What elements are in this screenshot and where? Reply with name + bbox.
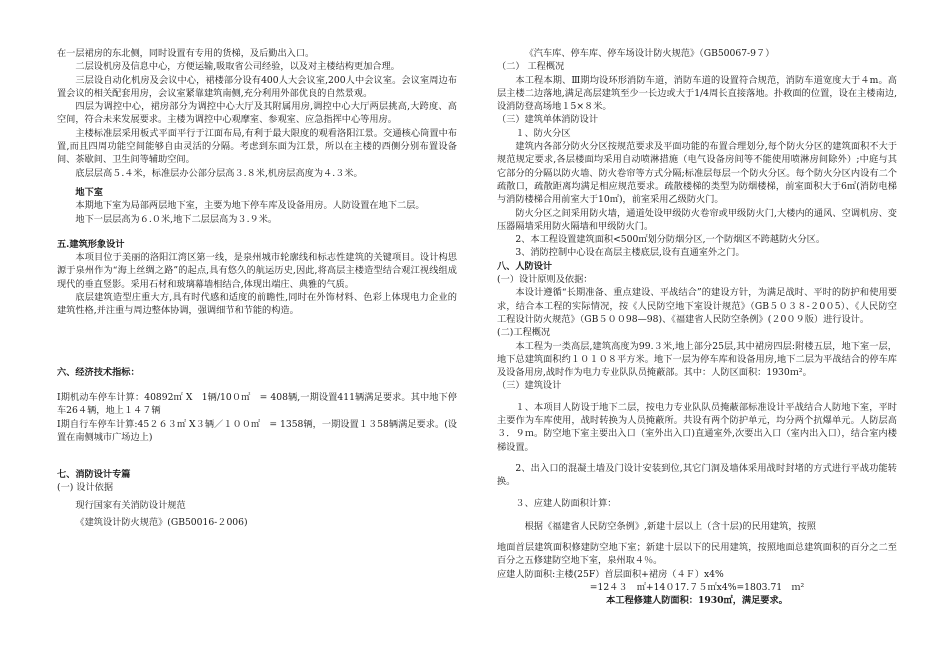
paragraph-architecture-form: 底层建筑造型庄重大方,具有时代感和适度的前瞻性,同时在外饰材料、色彩上体现电力企业的建筑性格,并注重与周边整体协调，强调细节和节能的构造。 [57, 292, 457, 317]
paragraph-floor-heights: 底层层高５.４米，标准层办公部分层高３.８米,机房层高度为４.３米。 [75, 167, 363, 179]
paragraph-regulation-basis: 根据《福建省人民防空条例》,新建十层以上（含十层)的民用建筑，按照 [524, 520, 816, 532]
item-area-calculation: ３、应建人防面积计算： [515, 497, 617, 509]
paragraph-basement-heights: 地下一层层高为６.０米,地下二层层高为３.９米。 [75, 213, 278, 225]
paragraph-third-floor: 三层设自动化机房及会议中心，裙楼部分设有400人大会议室,200人中会议室。会议室周边布置会议的相关配套用房，会议室紧靠建筑南侧,充分利用外部优良的自然景观。 [57, 74, 457, 99]
paragraph-fire-walls: 防火分区之间采用防火墙，通道处设甲级防火卷帘或甲级防火门,大楼内的通风、空调机房、变压器隔墙采用防火隔墙和甲级防火门。 [497, 207, 897, 232]
subsection-civil-defense-overview: (二)工程概况 [497, 327, 551, 339]
paragraph-smoke-zones: 2、本工程设置建筑面积<500㎡划分防烟分区,一个防烟区不跨越防火分区。 [515, 234, 826, 246]
code-garage-fire: 《汽车库、停车库、停车场设计防火规范》（GB50067-9７） [524, 48, 775, 59]
paragraph-basement: 本期地下室为局部两层地下室，主要为地下停车库及设备用房。人防设置在地下二层。 [75, 200, 425, 212]
paragraph-bicycle-parking: Ⅰ期自行车停车计算:45２６３㎡ Ⅹ３辆／１００㎡ = 1358辆，一期设置１３58辆满足要求。(设置在南侧城市广场边上) [57, 418, 457, 443]
formula-required-area: 应建人防面积:主楼(25F）首层面积+裙房（４Ｆ）x4% [497, 568, 724, 580]
right-column [497, 47, 897, 608]
paragraph-fire-lane: 本工程本期、Ⅲ期均设环形消防车道，消防车道的设置符合规范，消防车道宽度大于４m。高层主楼二边落地,满足高层建筑至少一长边或大于1/4周长直接落地。扑救面的位置，设在主楼南边,设消防登高场地１5×８米。 [497, 74, 897, 113]
paragraph-first-floor: 在一层裙房的东北侧，同时设置有专用的货梯，及后勤出入口。 [57, 48, 315, 59]
subsection-architectural-design: （三）建筑设计 [497, 380, 562, 392]
basement-heading: 地下室 [75, 186, 103, 198]
left-column [57, 47, 457, 529]
conclusion-built-area: 本工程修建人防面积：1930㎡，满足要求。 [606, 595, 788, 607]
paragraph-civil-defense-principles: 本设计遵循“长期准备、重点建设、平战结合”的建设方针，为满足战时、平时的防护和使用要求，结合本工程的实际情况，按《人民防空地下室设计规范》（GB５０３８-２0０5）、《人民防空工程设计防火规范》（GB５００98—98)、《福建省人民防空条例》(２0０９版）进行设计。 [497, 287, 897, 325]
subsection-building-fire-design: （三）建筑单体消防设计 [497, 114, 599, 126]
paragraph-area-ratio: 地面首层建筑面积修建防空地下室；新建十层以下的民用建筑，按照地面总建筑面积的百分之二至百分之五修建防空地下室，泉州取４％。 [497, 542, 897, 567]
paragraph-standard-floor: 主楼标准层采用板式平面平行于江面布局,有利于最大限度的观看洛阳江景。交通核心筒置中布置,而且四周功能空间能够自由灵活的分隔。考虑到东面为江景，所以在主楼的西侧分别布置设备间、茶歇间、卫生间等辅助空间。 [57, 127, 457, 166]
subsection-design-basis: (一) 设计依据 [57, 482, 114, 494]
section-8-heading: 八、人防设计 [497, 260, 553, 272]
subsection-project-overview: （二） 工程概况 [497, 61, 565, 73]
code-national-standards: 现行国家有关消防设计规范 [75, 499, 186, 511]
paragraph-architecture-image: 本项目位于美丽的洛阳江湾区第一线，是泉州城市轮廓线和标志性建筑的关键项目。设计构思源于泉州作为“海上丝绸之路”的起点,具有悠久的航运历史,因此,将高层主楼造型结合观江视线组成现代的垂直竖影。采用石材和玻璃幕墙相结合,体现出端庄、典雅的气质。 [57, 252, 457, 290]
subsection-civil-defense-principles: (一）设计原则及依据： [497, 274, 593, 286]
section-5-heading: 五.建筑形象设计 [57, 238, 125, 250]
item-civil-defense-basement: １、本项目人防设于地下二层，按电力专业队队员掩蔽部标准设计平战结合人防地下室，平时主要作为车库使用，战时转换为人员掩蔽所。共设有两个防护单元，均分两个抗爆单元。人防层高３．９ｍ。防空地下室主要出入口（室外出入口)直通室外,次要出入口（室内出入口），结合室内楼梯设置。 [497, 401, 897, 453]
section-6-heading: 六、经济技术指标： [57, 366, 140, 378]
paragraph-second-floor: 二层设机房及信息中心，方便运输,吸取省公司经验，以及对主楼结构更加合理。 [75, 61, 400, 73]
item-fire-zones: １、防火分区 [515, 127, 571, 139]
section-7-heading: 七、消防设计专篇 [57, 469, 131, 481]
paragraph-car-parking: Ⅰ期机动车停车计算：40892㎡ Ⅹ 1辆/10０㎡ = 408辆,一期设置411辆满足要求。其中地下停车26４辆，地上１４７辆 [57, 391, 457, 417]
code-fire-protection: 《建筑设计防火规范》(GB50016-２006) [75, 517, 248, 529]
item-blast-doors: 2、出入口的混凝土墙及门设计安装到位,其它门洞及墙体采用战时封堵的方式进行平战功能转换。 [497, 462, 897, 488]
formula-calculation: =12４３ ㎡+14０17.７５㎡x4%=1803.71 ｍ² [589, 581, 805, 593]
paragraph-civil-defense-overview: 本工程为一类高层,建筑高度为99.３米,地上部分25层,其中裙房四层:附楼五层，地下室一层，地下总建筑面积约１０１０８平方米。地下一层为停车库和设备用房,地下二层为平战结合的停车库及设备用房,战时作为电力专业队队员掩蔽部。其中：人防区面积：1930ｍ²。 [497, 340, 897, 379]
paragraph-fire-zones: 建筑内各部分防火分区按规范要求及平面功能的布置合理划分,每个防火分区的建筑面积不大于规范规定要求,各层楼面均采用自动喷淋措施（电气设备房间等不能使用喷淋房间除外）;中庭与其它部分的分隔以防火墙、防火卷帘等方式分隔;标准层每层一个防火分区。每个防火分区内设有二个疏散口，疏散距离均满足相应规范要求。疏散楼梯的类型为防烟楼梯，前室面积大于6㎡(消防电梯与消防楼梯合用前室大于10㎡)，前室采用乙级防火门。 [497, 141, 897, 206]
paragraph-fire-control-center: 3、消防控制中心设在高层主楼底层,设有直通室外之门。 [515, 247, 745, 259]
paragraph-fourth-floor: 四层为调控中心，裙房部分为调控中心大厅及其附属用房,调控中心大厅两层挑高,大跨度、高空间，符合未来发展要求。主楼为调控中心观摩室、参观室、应急指挥中心等用房。 [57, 101, 457, 126]
